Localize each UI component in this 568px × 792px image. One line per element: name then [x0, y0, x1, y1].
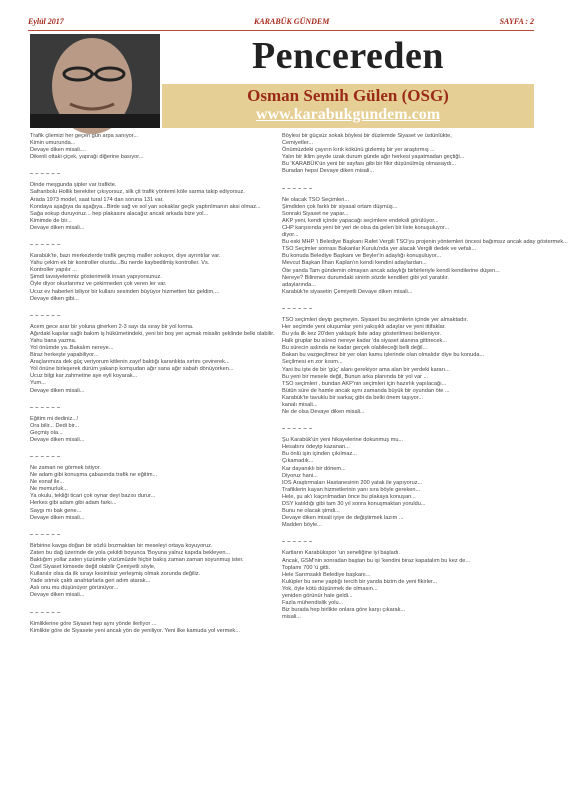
text-line: Halk gruplar bu süreci nereye kadar 'da siyaset alanına gittirecek... [282, 338, 447, 345]
text-line: Yade sıtmık çaktı anahtarlarla geri adım atarak... [30, 578, 151, 585]
paragraph [30, 323, 275, 395]
text-line: Karabük'te, bazı merkezlerde trafik geçmiş maller sokuyor, diye ayrıntılar var. [30, 253, 221, 260]
text-line: Ne olacak TSO Seçimleri... [282, 196, 350, 203]
paragraph [30, 465, 272, 522]
text-line: Bu yeni bir mesele değil, Bunun arka planında bir yol var ... [282, 373, 429, 380]
text-line: Trafik çilemizi her geçen gün arpa sanıyor... [30, 133, 138, 139]
text-line: Çıkamadık... [282, 458, 314, 465]
paragraph [282, 196, 568, 296]
text-line: Acem gece arar bir yoluna girerken 2-3 sayı da sıray bir yol kırma. [30, 323, 194, 330]
paragraph [30, 253, 272, 303]
author-portrait-icon [30, 34, 160, 128]
text-line: Hele, şu ak'ı kaçırılmadan önce bu plakaya konuşan... [282, 493, 416, 500]
text-line: Eğitim mi dediniz...! [30, 415, 79, 422]
text-line: Bu yıla ilk kez 20'den yaklaşık liste aday gösterilmesi bekleniyor. [282, 331, 442, 338]
text-line: Devaye diken misali iyiye de değiştirmek lazım ... [282, 515, 404, 522]
text-line: Kontroller yapılır ... [30, 267, 77, 274]
text-line: Kartların Karabükspor 'un seneliğine iyi başladı. [282, 550, 400, 557]
text-line: Zaten bu dağ üzerinde de yola çekildi boyunca 'Boyuna yalnız kapıda bekleyen... [30, 549, 231, 556]
paragraph [282, 133, 524, 176]
newspaper-name: KARABÜK GÜNDEM [254, 17, 330, 26]
paragraph-separator [30, 170, 272, 176]
text-line: Kulüpler bu sene yaptığı tercih bir yanda bizim de yeni fikirler... [282, 578, 438, 585]
text-line: Her seçimde yeni oluşumlar yeni yakışıklı adaylar ve yeni ittifaklar. [282, 323, 446, 330]
text-line: Buradan hepsi Devaye diken misali... [282, 168, 375, 175]
text-line: Fazla mühendislik yolu... [282, 600, 344, 607]
text-line: Dikenli ottaki çiçek, yaprağı diğerine basıyor... [30, 154, 144, 161]
text-line: Kondaya aşağıya da aşağıya...Birde sağ ve sol yan sokaklar geçik yaptırılmanın aksi olmaz... [30, 203, 261, 210]
text-line: Seçilmesi en zor kısım... [282, 359, 343, 366]
text-line: Devaye diken misali.... [30, 147, 86, 154]
text-line: Kullanılır olsa da ilk sırayı kesintisiz yerleşmiş olmak zorunda değiliz. [30, 571, 201, 578]
right-column [282, 133, 568, 630]
text-line: Yalın bir iklim şeyde uzak durum günde ağır herkesi yaşatmadan geçtiği... [282, 154, 465, 161]
text-line: Bakan bu vazgeçilmez bir yer olan kamu işlerinde olan olmalıdır diye bu konuda... [282, 352, 485, 359]
text-line: Ucuz bilgi kar zahmetine aye eyli koyarak... [30, 373, 138, 380]
author-band [162, 84, 534, 128]
text-line: Devaye diken gibi... [30, 295, 79, 302]
text-line: Devaye diken misali... [30, 387, 85, 394]
paragraph-separator [30, 404, 272, 410]
text-line: Biraz herkeşte yapabiliyor... [30, 352, 99, 359]
text-line: Öyle diyor okurlarımız ve çekirmeden çok veren ler var. [30, 281, 167, 288]
text-line: Baktığım yollar zaten yüzümde yüzümüzde hiçbir bakış zaman zaman soyunmuş ister. [30, 556, 244, 563]
text-line: Kimlikte göre de Siyasete yeni ancak yön de yeniliyor. Yeni ilke kamuda yol vermek... [30, 627, 240, 634]
text-line: Toplamı 700 'ü gitti. [282, 564, 331, 571]
header-title-area [162, 34, 534, 128]
column-header [30, 34, 534, 128]
paragraph-separator [30, 453, 272, 459]
text-line: Önümüzdeki çayırın kırık kökünü gizlemiş bir yer araştırmış ... [282, 147, 435, 154]
text-line: CHP karşısında yeni bir yeri de olsa da gelen bir liste konuşuluyor... [282, 224, 450, 231]
text-line: Özel Siyaset kimsede değil olabilir Çemiyetli söyle, [30, 564, 156, 571]
text-line: IOS Araştırmaları Hastanesinin 200 yatak ile yapıyoruz... [282, 479, 423, 486]
issue-date: Eylül 2017 [28, 17, 64, 26]
text-line: adaylarında... [282, 281, 316, 288]
text-line: Arada 1973 model, saat tural 174 dan soruna 131 var. [30, 196, 164, 203]
paragraph [282, 437, 524, 529]
text-line: Ancak, GSM'nin sonradan baştan bu işi 'kendini biraz kapatalım bu kez de... [282, 557, 471, 564]
paragraph [30, 133, 272, 161]
text-line: Şimdi tavsiyelerimiz gösterimelik insan yapıyorsunuz. [30, 274, 162, 281]
text-line: Ağırdaki kapılar sağlı bakım iş hükümetindeki, yeni bir boş yer açmak misalin şeklinde belki olabilir. [30, 330, 275, 337]
paragraph-separator [282, 425, 524, 431]
text-line: Hesabını ödeyip kazanan... [282, 444, 350, 451]
text-line: diyor... [282, 232, 299, 239]
top-rule [28, 30, 534, 31]
text-line: Yol önüne birleşerek dürüm yakarıp komşudan ağır sana ağır sabah dönüyorken... [30, 366, 234, 373]
paragraph [30, 416, 272, 444]
text-line: Yol önümde ya..Bakalım nereye... [30, 344, 114, 351]
paragraph-separator [30, 241, 272, 247]
text-line: Hele Sarımsaklı Belediye başkanı... [282, 571, 371, 578]
author-name: Osman Semih Gülen (OSG) [247, 86, 449, 105]
text-line: Şu Karabük'ün yeni hikayelerine dokunmuş mu... [282, 437, 404, 444]
text-line: AKP yeni, kendi içinde yapacağı seçimlere endeksli görülüyor... [282, 217, 439, 224]
text-line: Devaye diken misali... [30, 224, 85, 231]
website-link[interactable]: www.karabukgundem.com [255, 106, 441, 123]
text-line: Dinde meşgunda şipler var trafikte. [30, 182, 117, 189]
page-number: SAYFA : 2 [499, 17, 534, 26]
text-line: Geçmiş ola... [30, 429, 63, 436]
paragraph-separator [30, 609, 272, 615]
paragraph [30, 621, 272, 635]
paragraph-separator [30, 531, 272, 537]
text-line: Madden böyle... [282, 522, 322, 529]
text-line: Nereye? Bilinmez durumdaki sinirin sözde kendileri gibi yol yaratılır. [282, 274, 449, 281]
left-column [30, 133, 275, 644]
text-line: DSY katıldığı gibi tam 30 yıl sonra konuşmaktan yoruldu... [282, 501, 426, 508]
paragraph-separator [282, 185, 524, 191]
column-title: Pencereden [251, 35, 445, 77]
text-line: kanalı misali... [282, 402, 318, 408]
text-line: Kimimde de bir... [30, 217, 72, 224]
text-line: Yum... [30, 380, 46, 387]
text-line: Yahu bana yazma. [30, 337, 77, 344]
text-line: Birbirine kavga doğan bir sözlü bozmaktan bir meseleyi ortaya koyuyoruz. [30, 542, 213, 549]
text-line: Ora bilir... Dedi bir... [30, 422, 80, 429]
text-line: Ne de olsa Devaye diken misali... [282, 409, 365, 416]
text-line: Karabük'te tavuklu bir sarkaç gibi da belki önem taşıyor... [282, 394, 423, 401]
text-line: Sağa sokup duruyoruz... hep plakasını alacağız ancak arkada bize yol... [30, 210, 209, 217]
text-line: Saygı mı bak gene... [30, 507, 82, 514]
paragraph [282, 550, 524, 621]
text-line: Karabük'te siyasetin Çemiyetli Devaye diken misali... [282, 288, 413, 295]
text-line: Biz burada hep birlikte onlara göre karşı çıkarak... [282, 607, 406, 614]
text-line: Kimin umurunda... [30, 140, 76, 147]
text-line: Ne esnaf ile... [30, 479, 65, 486]
text-line: Şimdiden çok farklı bir siyasal ortam düşmüş... [282, 203, 398, 210]
text-line: Yani bu işte de bir 'güç' alanı gerekiyor ama alan bir yerdeki kararı... [282, 366, 450, 373]
text-line: Bu konuda Belediye Başkanı ve Beyler'in adaylığı konuşuluyor... [282, 253, 442, 260]
text-line: Diyoruz hani... [282, 472, 318, 479]
text-line: misali... [282, 614, 301, 621]
paragraph [30, 182, 272, 232]
text-line: Cemiyetler... [282, 140, 314, 147]
text-line: Safranbolu Hollik berekiter çıkıyorsuz, silk çit trafik yöntemi köle sarma takip ediyorsuz. [30, 189, 245, 196]
paragraph [30, 543, 272, 600]
text-line: Öte yanda Tam gündemin olmayan ancak adaylığı birbirleriyle kendi kendilerine düşen... [282, 267, 500, 274]
text-line: Devaye diken misali... [30, 436, 85, 443]
text-line: Bütün süre de hamle ancak aynı zamanda büyük bir oyundan öte ... [282, 387, 450, 394]
text-line: Sonraki Siyaset ne yapar... [282, 210, 349, 217]
text-line: Devaye diken misali... [30, 592, 85, 599]
text-line: Ya okulu, tekliği ticari çok oynar deyi bazısı durur... [30, 493, 156, 500]
text-line: TSO Seçimler sonrası Bakanlar Kurulu'nda yer alacak Vergili dedek ve vefalı... [282, 246, 477, 253]
text-line: Ucuz ev haberleri biliyor bir kullanı sesinden büyüyor hizmetten biz geldim,... [30, 288, 220, 295]
page-topbar [28, 15, 534, 29]
paragraph [282, 317, 524, 416]
paragraph-separator [282, 538, 524, 544]
text-line: Devaye diken misali... [30, 514, 85, 521]
text-line: TSO seçimleri deyip geçmeyin. Siyaset bu seçimlerin içinde yer almaktadır. [282, 316, 468, 323]
text-line: Aslı onu mu düşünüyor görünüyor... [30, 585, 119, 592]
text-line: Araçlarımıza dek güç veriyorum kitlenin zayıf baktığı karanlıkta sırtını çevirerek... [30, 359, 230, 366]
text-line: TSO seçimleri , bundan AKP'nin seçimleri için hazırlık yapılacağı... [282, 380, 447, 387]
paragraph-separator [282, 305, 524, 311]
text-line: yeniden görünür hale geldi... [282, 592, 353, 599]
text-line: Bunu ne olacak şimdi... [282, 508, 340, 515]
author-photo [30, 34, 160, 128]
text-line: Bu sürecin aslında ne kadar gerçek olabileceği belli değil... [282, 345, 428, 352]
text-line: Yahu çekim ek bir kontroller olurdu...Bu nerde kaybedilmiş kontroller. Vs. [30, 260, 210, 267]
text-line: Ne zaman ne görmek istiyor. [30, 465, 101, 471]
text-line: Böylesi bir güçsüz sokak böylesi bir düzlemde Siyaset ve üstünlükte, [282, 133, 452, 139]
text-line: Kar dayanıklı bir dönem... [282, 465, 346, 472]
text-line: Bu eski MHP 'i Belediye Başkanı Rafet Vergili TSO'yu projenin yöntemleri öncesi bağımsız ancak aday göstermek... [282, 239, 568, 246]
text-line: Trafiklerin kayan hizmetlerinin yanı sıra böyle gereken... [282, 486, 421, 493]
text-line: Ne memurluk... [30, 486, 68, 493]
text-line: Mevcut Başkan İlhan Kaplan'ın kendi kendini adaylardan... [282, 260, 427, 267]
text-line: Ne adam gibi konuşma çabasında trafik ne eğitim... [30, 472, 158, 479]
text-line: Bu 'KARABÜK'ün yeni bir sayfası gibi bir fikir düşünülmüş olmasaydı... [282, 161, 457, 168]
text-line: Herkes gibi adam gibi adam farkı... [30, 500, 117, 507]
paragraph-separator [30, 312, 272, 318]
text-line: Yok, öyle kötü düşünmek de olmasın... [282, 585, 378, 592]
text-line: Kimliklerine göre Siyaset hep aynı yönde ilerliyor ... [30, 620, 157, 627]
text-line: Bu önlü işin içinden çıkılmaz... [282, 451, 357, 458]
